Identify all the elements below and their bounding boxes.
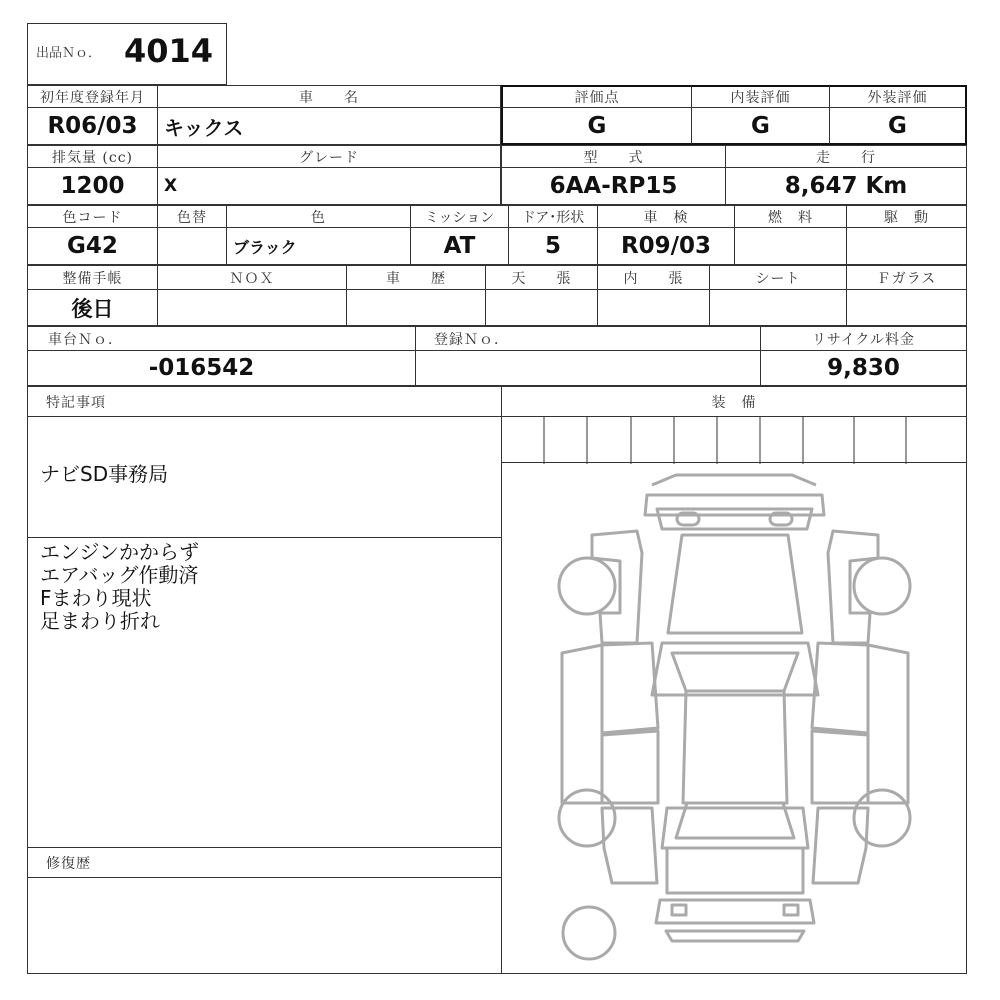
equipment-grid <box>501 416 967 463</box>
equipment-label: 装 備 <box>501 386 967 417</box>
history-value <box>346 289 486 326</box>
interior-trim-value <box>597 289 710 326</box>
drive-label: 駆 動 <box>846 205 967 228</box>
door-front-right <box>812 643 868 733</box>
score-value: G <box>501 107 692 145</box>
fuel-label: 燃 料 <box>734 205 847 228</box>
maintenance-value: 後日 <box>27 289 158 326</box>
recycle-fee-label: リサイクル料金 <box>760 326 967 351</box>
inspection-value: R09/03 <box>597 227 735 265</box>
car-name-label: 車 名 <box>157 85 501 108</box>
reg-date-value: R06/03 <box>27 107 158 145</box>
car-name-value: キックス <box>157 107 501 145</box>
interior-trim-label: 内 張 <box>597 265 710 290</box>
wheel-rear-left <box>559 790 615 846</box>
front-bumper <box>652 475 816 485</box>
seat-value <box>709 289 847 326</box>
exterior-score-value: G <box>829 107 967 145</box>
spare-tire <box>563 907 615 959</box>
notes-label: 特記事項 <box>27 386 502 417</box>
displacement-label: 排気量 (cc) <box>27 145 158 168</box>
side-right <box>868 645 908 803</box>
chassis-value: -016542 <box>27 350 416 386</box>
equipment-grid-lines <box>502 417 968 464</box>
color-value: ブラック <box>226 227 411 265</box>
fuel-value <box>734 227 847 265</box>
tailgate <box>667 848 803 893</box>
wheel-front-right <box>854 558 910 614</box>
lot-label: 出品Ｎｏ． <box>36 46 102 61</box>
color-code-label: 色コード <box>27 205 158 228</box>
mileage-label: 走 行 <box>725 145 967 168</box>
chassis-label: 車台Ｎｏ． <box>27 326 416 351</box>
door-rear-right <box>812 731 868 803</box>
displacement-value: 1200 <box>27 167 158 205</box>
hood <box>668 535 802 633</box>
grade-value: X <box>157 167 501 205</box>
note-line-1: ナビSD事務局 <box>40 462 169 486</box>
model-value: 6AA-RP15 <box>501 167 726 205</box>
nox-value <box>157 289 347 326</box>
car-diagram <box>502 463 968 975</box>
front-glass-label: Ｆガラス <box>846 265 967 290</box>
reg-date-label: 初年度登録年月 <box>27 85 158 108</box>
roof-label: 天 張 <box>485 265 598 290</box>
drive-value <box>846 227 967 265</box>
repaint-value <box>157 227 227 265</box>
color-label: 色 <box>226 205 411 228</box>
roof-value <box>485 289 598 326</box>
note-line-2: エンジンかからず <box>40 540 199 564</box>
wheel-front-left <box>559 558 615 614</box>
note-line-3: エアバッグ作動済 <box>40 563 199 587</box>
notes-box-lower <box>27 537 502 848</box>
car-diagram-box <box>501 462 967 974</box>
fender-rear-left <box>602 808 657 883</box>
reg-number-value <box>415 350 761 386</box>
wheel-rear-right <box>854 790 910 846</box>
door-label: ドア･形状 <box>508 205 598 228</box>
fender-rear-right <box>813 808 868 883</box>
repair-history-box <box>27 877 502 974</box>
roof <box>683 691 787 803</box>
lot-box <box>27 23 227 85</box>
maintenance-label: 整備手帳 <box>27 265 158 290</box>
interior-score-label: 内装評価 <box>691 85 830 108</box>
score-label: 評価点 <box>501 85 692 108</box>
rear-bumper <box>656 900 814 923</box>
grade-label: グレード <box>157 145 501 168</box>
door-rear-left <box>602 731 658 803</box>
notes-box-upper <box>27 416 502 538</box>
reg-number-label: 登録Ｎｏ． <box>415 326 761 351</box>
mission-value: AT <box>410 227 509 265</box>
lot-number: 4014 <box>124 32 214 70</box>
fender-front-left <box>592 531 642 643</box>
seat-label: シート <box>709 265 847 290</box>
inspection-label: 車 検 <box>597 205 735 228</box>
mission-label: ミッション <box>410 205 509 228</box>
repaint-label: 色替 <box>157 205 227 228</box>
nox-label: ＮＯＸ <box>157 265 347 290</box>
windshield <box>672 653 798 691</box>
recycle-fee-value: 9,830 <box>760 350 967 386</box>
model-label: 型 式 <box>501 145 726 168</box>
side-left <box>562 645 602 803</box>
exterior-score-label: 外装評価 <box>829 85 967 108</box>
front-bumper-lower <box>645 495 824 515</box>
color-code-value: G42 <box>27 227 158 265</box>
mileage-value: 8,647 Km <box>725 167 967 205</box>
history-label: 車 歴 <box>346 265 486 290</box>
front-glass-value <box>846 289 967 326</box>
interior-score-value: G <box>691 107 830 145</box>
note-line-4: Fまわり現状 <box>40 586 152 610</box>
door-value: 5 <box>508 227 598 265</box>
door-front-left <box>602 643 658 733</box>
note-line-5: 足まわり折れ <box>40 609 160 633</box>
repair-history-label: 修復歴 <box>27 847 502 878</box>
